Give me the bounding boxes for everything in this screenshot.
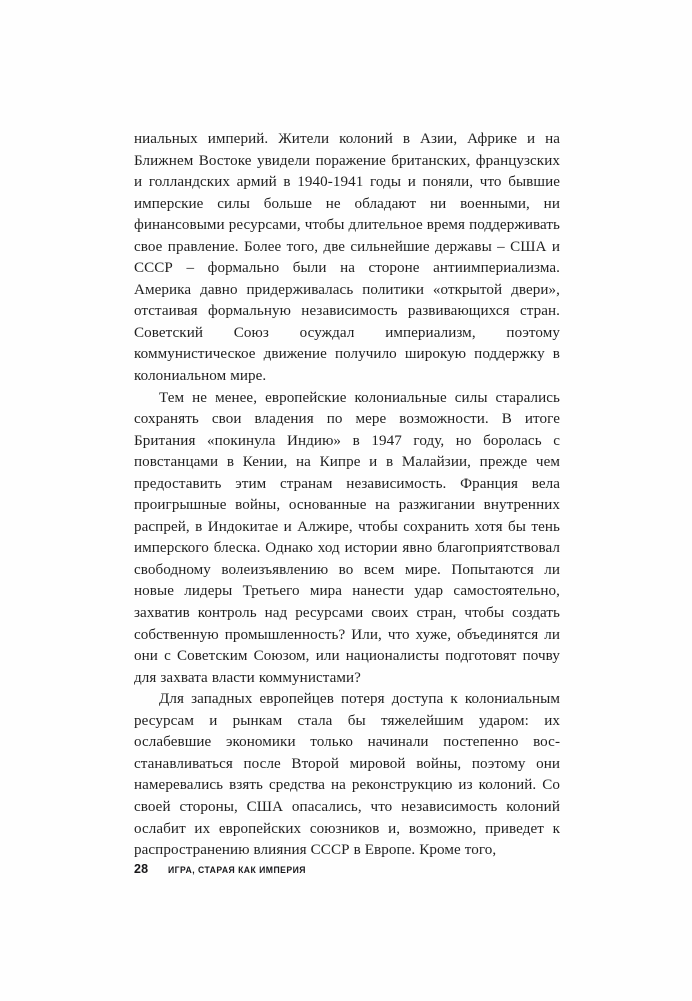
page-number: 28 xyxy=(134,862,149,876)
body-text-column xyxy=(134,129,560,862)
running-head: ИГРА, СТАРАЯ КАК ИМПЕРИЯ xyxy=(168,864,306,875)
page-footer xyxy=(134,862,560,876)
paragraph: Для западных европейцев потеря доступа к колониальным ресурсам и рынкам стала бы тяжелейшим ударом: их ослабевшие экономики только начинали постепенно восстанавливаться после Второй мировой войны, поэтому они намеревались взять средства на реконструкцию из колоний. Со своей стороны, США опасались, что независимость колоний ослабит их европейских союзников и, возможно, приведет к распространению влияния СССР в Европе. Кроме того, xyxy=(134,691,560,859)
paragraph-continuation: ниальных империй. Жители колоний в Азии, Африке и на Ближнем Востоке увидели поражение британских, французских и голландских армий в 1940-1941 годы и поняли, что бывшие имперские силы больше не обладают ни военными, ни финансовыми ресурсами, чтобы длительное время поддерживать свое правление. Более того, две сильнейшие державы – США и СССР – формально были на стороне антиимпериализма. Америка давно придерживалась политики «открытой двери», отстаивая формальную независимость развивающихся стран. Советский Союз осуждал империализм, поэтому коммунистическое движение получило широкую поддержку в колониальном мире. xyxy=(134,131,560,385)
paragraph: Тем не менее, европейские колониальные силы старались сохранять свои владения по мере возможности. В итоге Британия «покинула Индию» в 1947 году, но боролась с повстанцами в Кении, на Кипре и в Малайзии, прежде чем предоставить этим странам независимость. Франция вела проигрышные войны, основанные на разжигании внутренних распрей, в Индокитае и Алжире, чтобы сохранить хотя бы тень имперского блеска. Однако ход истории явно благоприятствовал свободному волеизъявлению во всем мире. Попытаются ли новые лидеры Третьего мира нанести удар самостоятельно, захватив контроль над ресурсами своих стран, чтобы создать собственную промышленность? Или, что хуже, объединятся ли они с Советским Союзом, или националисты подготовят почву для захвата власти коммунистами? xyxy=(134,389,560,686)
